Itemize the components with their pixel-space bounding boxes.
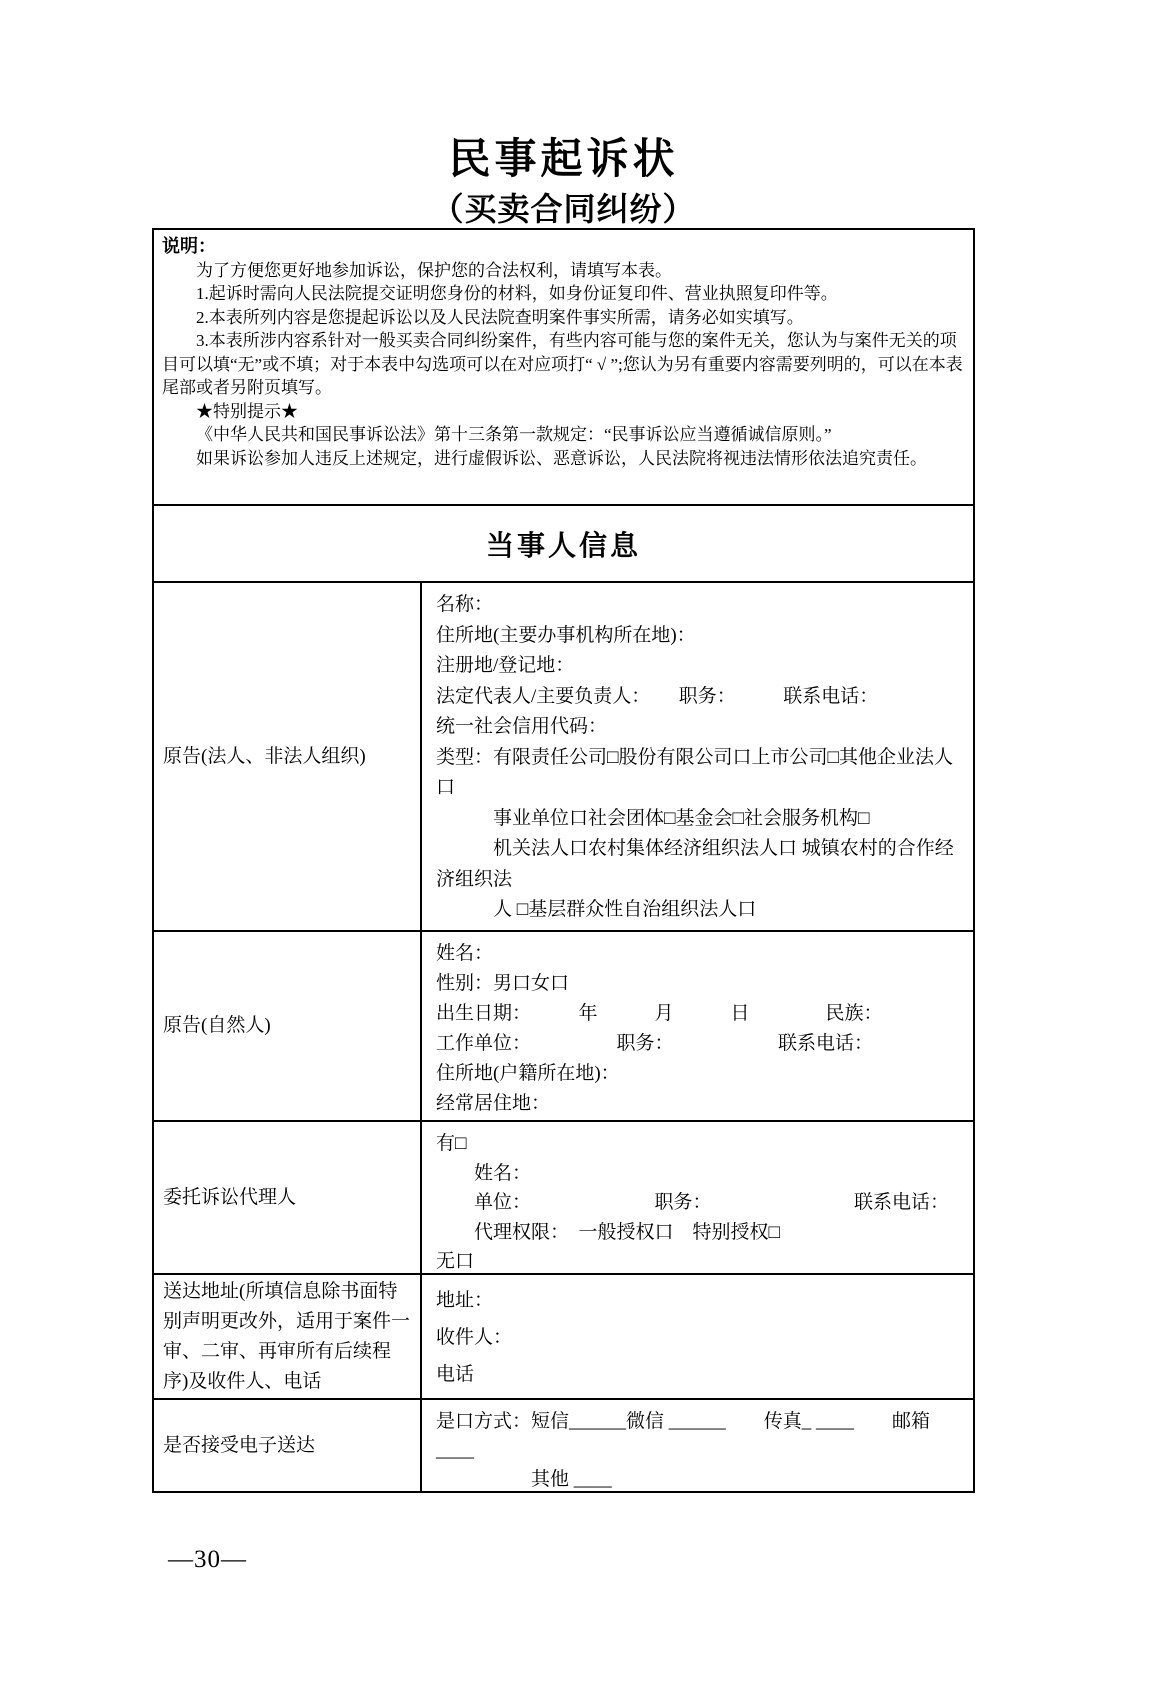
page-number: —30— <box>168 1546 247 1573</box>
form-field-line <box>436 926 967 931</box>
table-row-plaintiff-individual <box>154 932 973 1122</box>
table-row-plaintiff-organization <box>154 583 973 932</box>
form-field-line: 收件人： <box>436 1327 513 1348</box>
form-field-line: 人 □基层群众性自治组织法人口 <box>436 899 757 920</box>
form-field-line: 电话 <box>436 1364 475 1385</box>
row-label-plaintiff-organization <box>154 583 422 930</box>
document-title: 民事起诉状 <box>448 135 679 182</box>
form-field-line: 经常居住地： <box>436 1093 551 1114</box>
form-field-line: 统一社会信用代码： <box>436 716 608 737</box>
form-field-line: 机关法人口农村集体经济组织法人口 城镇农村的合作经济组织法 <box>436 838 954 890</box>
form-field-line: 单位： 职务： 联系电话： <box>436 1192 950 1213</box>
document-subtitle: （买卖合同纠纷） <box>431 191 696 227</box>
form-field-line: 类型：有限责任公司□股份有限公司口上市公司□其他企业法人口 <box>436 746 953 798</box>
row-label-text: 原告(法人、非法人组织) <box>163 745 366 767</box>
row-content-plaintiff-individual <box>422 932 973 1120</box>
instruction-paragraph: 2.本表所列内容是您提起诉讼以及人民法院查明案件事实所需，请务必如实填写。 <box>196 307 804 327</box>
table-row-electronic-service <box>154 1400 973 1491</box>
form-field-line: 姓名： <box>436 943 494 964</box>
instruction-paragraph: 1.起诉时需向人民法院提交证明您身份的材料，如身份证复印件、营业执照复印件等。 <box>196 284 838 303</box>
form-field-line: 其他 ____ <box>436 1469 612 1490</box>
row-label-text: 委托诉讼代理人 <box>163 1186 297 1208</box>
table-row-service-address <box>154 1275 973 1400</box>
row-content-plaintiff-organization <box>422 583 973 930</box>
instructions-heading: 说明： <box>162 236 216 256</box>
form-field-line: 工作单位： 职务： 联系电话： <box>436 1033 874 1054</box>
party-info-table <box>154 583 973 1491</box>
instructions-section <box>154 230 973 506</box>
row-content-electronic-service <box>422 1400 973 1491</box>
section-header-party-info: 当事人信息 <box>154 506 973 583</box>
row-label-text: 是否接受电子送达 <box>163 1434 316 1456</box>
form-field-line: 注册地/登记地： <box>436 655 575 676</box>
instruction-paragraph: ★特别提示★ <box>196 401 298 421</box>
row-label-service-address <box>154 1275 422 1398</box>
instructions-body <box>162 259 965 471</box>
form-field-line: 性别：男口女口 <box>436 973 570 994</box>
form-field-line: 姓名： <box>436 1162 532 1184</box>
row-label-plaintiff-individual <box>154 932 422 1120</box>
row-content-litigation-agent <box>422 1122 973 1273</box>
instruction-paragraph: 为了方便您更好地参加诉讼，保护您的合法权利，请填写本表。 <box>196 260 672 280</box>
instruction-paragraph: 如果诉讼参加人违反上述规定，进行虚假诉讼、恶意诉讼，人民法院将视违法情形依法追究责任。 <box>196 448 927 468</box>
row-content-service-address <box>422 1275 973 1398</box>
form-field-line: 名称： <box>436 594 494 615</box>
row-label-litigation-agent <box>154 1122 422 1273</box>
row-label-text: 送达地址(所填信息除书面特别声明更改外，适用于案件一审、二审、再审所有后续程序)及收件人、电话 <box>163 1280 411 1392</box>
form-field-line: 住所地(主要办事机构所在地)： <box>436 624 696 646</box>
form-field-line: 住所地(户籍所在地)： <box>436 1063 620 1084</box>
instruction-paragraph: 《中华人民共和国民事诉讼法》第十三条第一款规定：“民事诉讼应当遵循诚信原则。” <box>196 425 832 444</box>
form-field-line: 出生日期： 年 月 日 民族： <box>436 1003 883 1024</box>
form-field-line: 是口方式：短信______微信 ______ 传真_ ____ 邮箱 ____ <box>436 1411 935 1461</box>
form-field-line: 法定代表人/主要负责人： 职务： 联系电话： <box>436 685 879 707</box>
instruction-paragraph: 3.本表所涉内容系针对一般买卖合同纠纷案件，有些内容可能与您的案件无关，您认为与案件无关的项目可以填“无”或不填；对于本表中勾选项可以在对应项打“ √ ”;您认为另有重要内容需要列明的，可以在本表尾部或者另附页填写。 <box>162 331 963 397</box>
form-field-line: 事业单位口社会团体□基金会□社会服务机构□ <box>436 807 870 829</box>
form-field-line: 地址： <box>436 1290 494 1311</box>
form-field-line: 代理权限： 一般授权口 特别授权□ <box>436 1221 780 1243</box>
form-field-line: 无口 <box>436 1251 475 1272</box>
form-container <box>152 228 975 1493</box>
table-row-litigation-agent <box>154 1122 973 1275</box>
row-label-text: 原告(自然人) <box>163 1015 271 1036</box>
form-field-line: 有□ <box>436 1133 467 1154</box>
row-label-electronic-service <box>154 1400 422 1491</box>
